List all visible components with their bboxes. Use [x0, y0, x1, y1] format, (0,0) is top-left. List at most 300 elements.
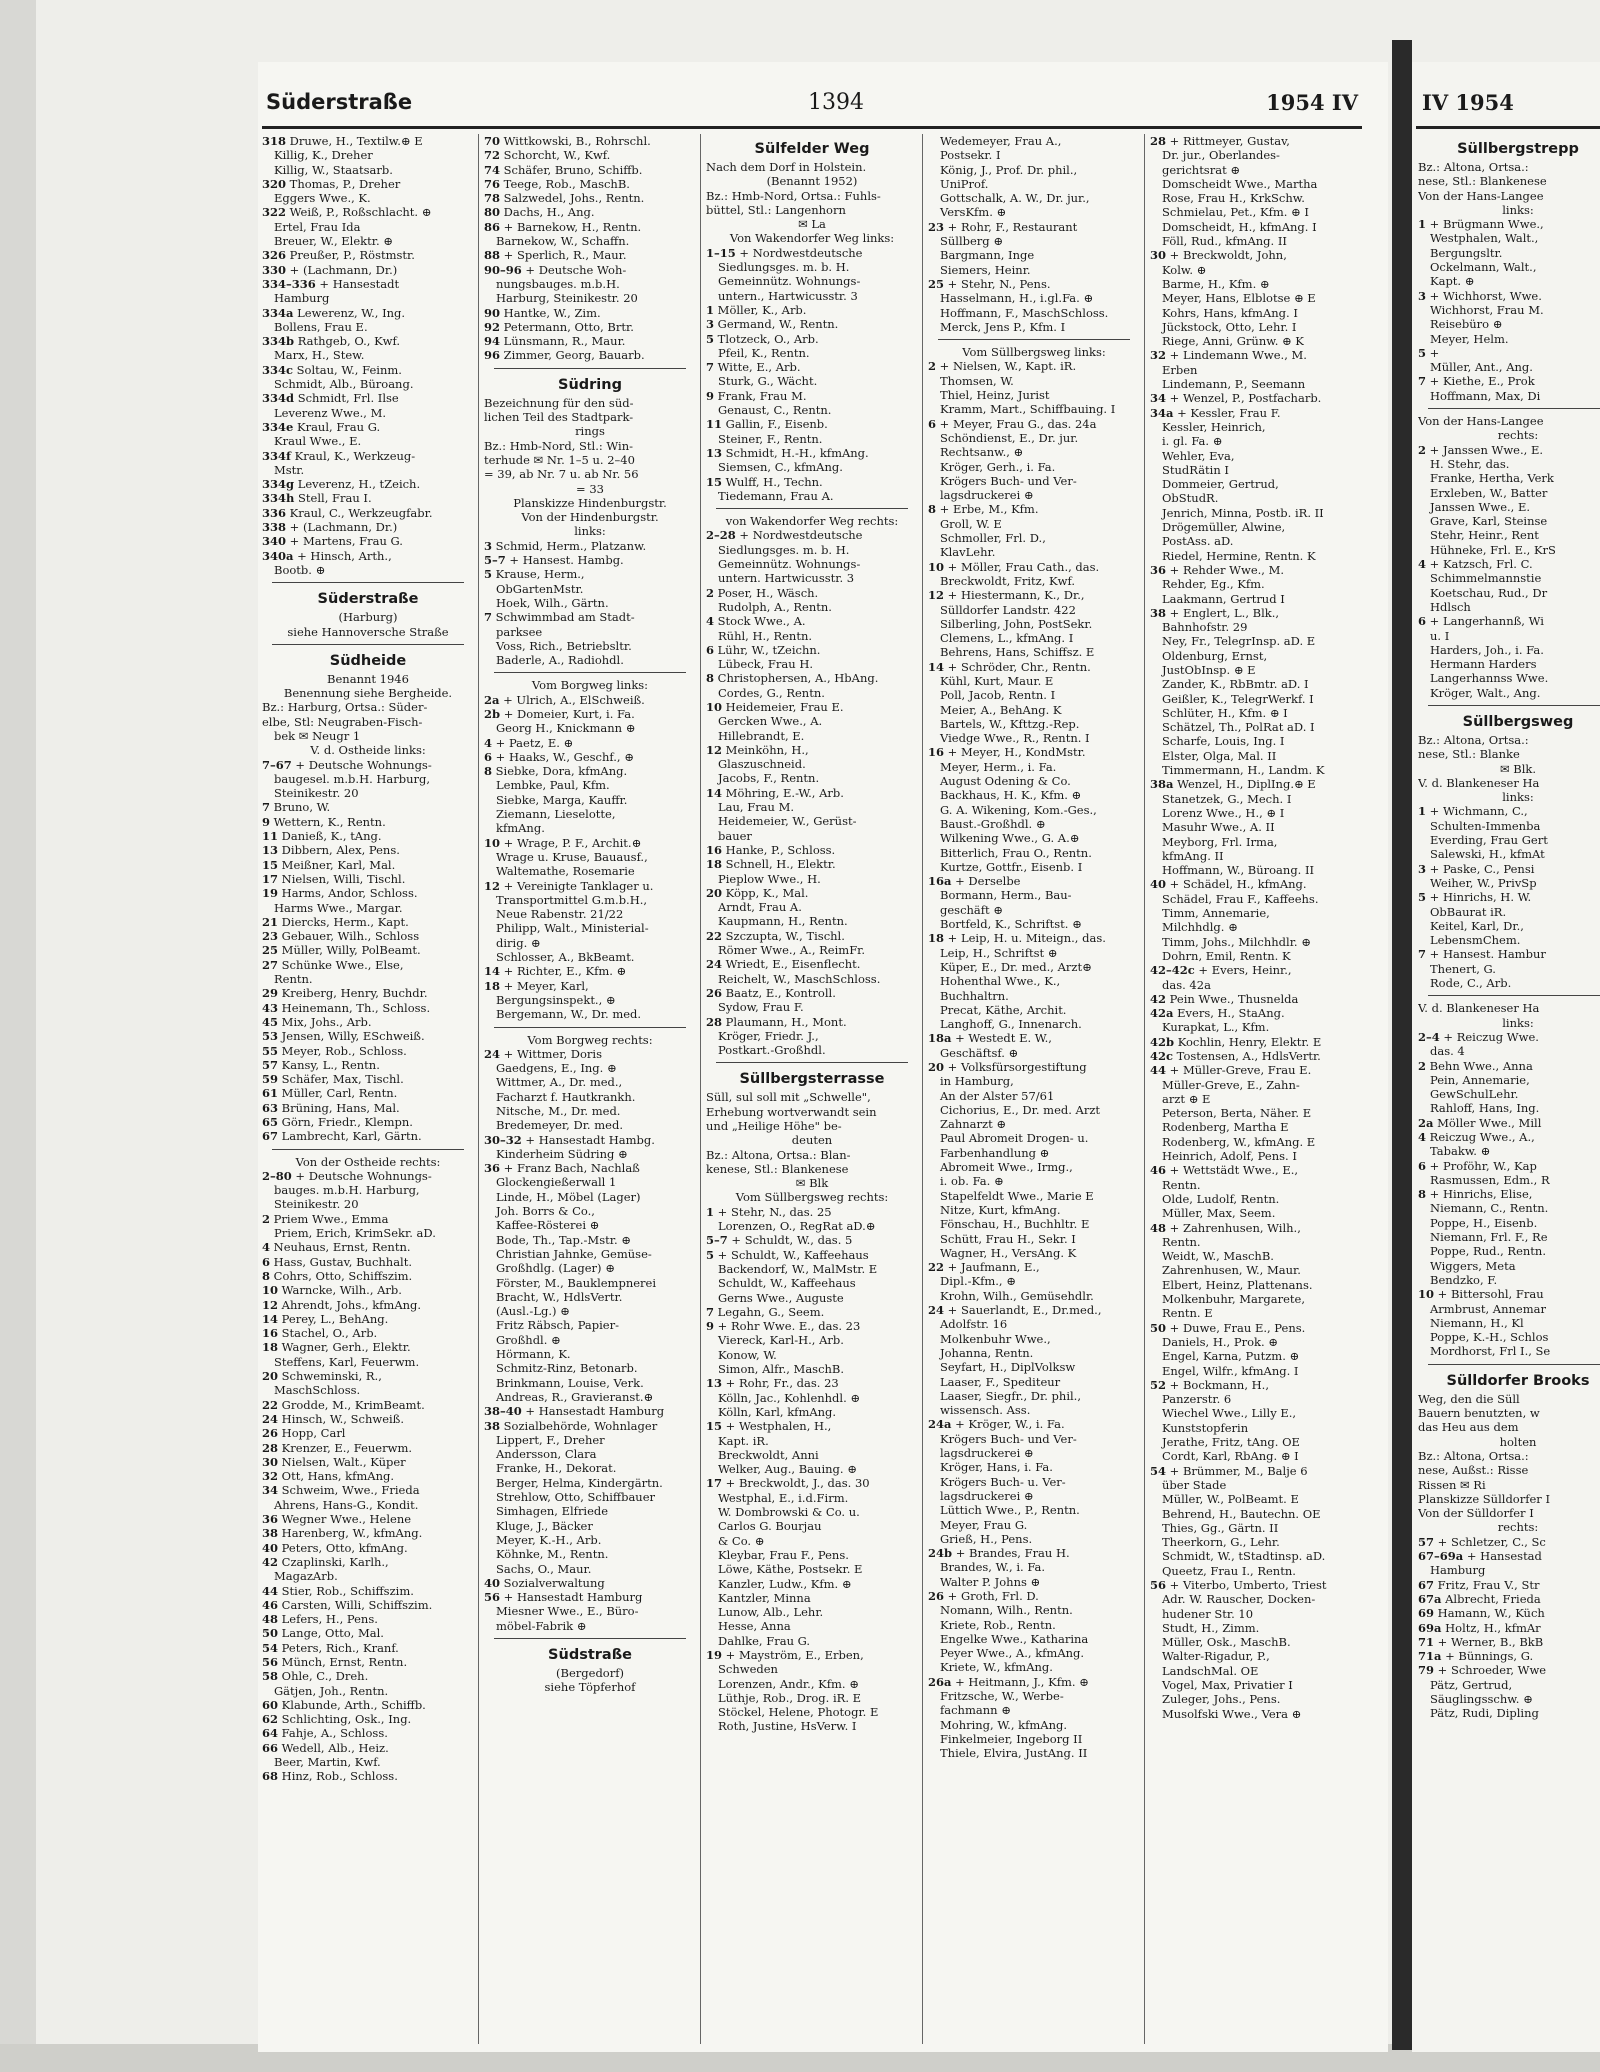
- resident-line: bauer: [718, 828, 752, 843]
- section-note: ✉ Blk: [795, 1176, 829, 1191]
- house-entry: [1150, 1321, 1362, 1335]
- house-number: 76: [484, 176, 501, 191]
- resident-line: Miesner Wwe., E., Büro-: [496, 1604, 639, 1619]
- street-heading: Süllbergstrepp: [1457, 141, 1579, 157]
- resident-text: Wulff, H., Techn.: [722, 474, 823, 489]
- resident-text: Cohrs, Otto, Schiffszim.: [270, 1268, 413, 1283]
- house-entry: [928, 1675, 1140, 1689]
- house-number: 78: [484, 191, 501, 206]
- resident-line: dirig. ⊕: [496, 935, 541, 950]
- resident-line: Pätz, Rudi, Dipling: [1430, 1706, 1539, 1721]
- house-entry: [262, 1426, 474, 1440]
- resident-line: Wilkening Wwe., G. A.⊕: [940, 831, 1080, 846]
- house-entry: [484, 306, 696, 320]
- resident-line: Facharzt f. Hautkrankh.: [496, 1089, 636, 1104]
- resident-text: + Schroeder, Wwe: [1434, 1663, 1547, 1678]
- resident-line: UniProf.: [940, 176, 989, 191]
- resident-text: Plaumann, H., Mont.: [722, 1014, 847, 1029]
- resident-line: Arndt, Frau A.: [718, 900, 802, 915]
- resident-line: Nach dem Dorf in Holstein.: [706, 160, 867, 174]
- resident-line: Dipl.-Kfm., ⊕: [940, 1274, 1016, 1289]
- resident-line: Kohrs, Hans, kfmAng. I: [1162, 305, 1298, 320]
- house-entry: [1418, 1059, 1600, 1073]
- house-entry: [928, 931, 1140, 945]
- resident-line: Transportmittel G.m.b.H.,: [496, 892, 648, 907]
- resident-line: Müller-Greve, E., Zahn-: [1162, 1077, 1300, 1092]
- resident-line: Gaedgens, E., Ing. ⊕: [496, 1061, 617, 1076]
- house-number: 6: [1418, 614, 1427, 629]
- house-entry: [262, 506, 474, 520]
- resident-line: Schmoller, Frl. D.,: [940, 531, 1046, 546]
- resident-text: + Leip, H. u. Miteign., das.: [944, 931, 1106, 946]
- house-number: 334a: [262, 305, 294, 320]
- house-number: 42b: [1150, 1034, 1175, 1049]
- house-number: 71: [1418, 1634, 1435, 1649]
- resident-line: Kramm, Mart., Schiffbauing. I: [940, 402, 1116, 417]
- resident-line: Cichorius, E., Dr. med. Arzt: [940, 1102, 1101, 1117]
- resident-line: Wiechel Wwe., Lilly E.,: [1162, 1406, 1297, 1421]
- resident-line: Krögers Buch- u. Ver-: [940, 1474, 1066, 1489]
- resident-line: Kinderheim Südring ⊕: [496, 1146, 628, 1161]
- resident-line: terhude ✉ Nr. 1–5 u. 2–40: [484, 452, 635, 467]
- resident-text: + Nielsen, W., Kapt. iR.: [936, 359, 1077, 374]
- resident-text: Hass, Gustav, Buchhalt.: [270, 1254, 413, 1269]
- resident-text: + Breckwoldt, J., das. 30: [722, 1476, 870, 1491]
- resident-line: Laaser, F., Spediteur: [940, 1374, 1061, 1389]
- resident-text: Szczupta, W., Tischl.: [722, 928, 845, 943]
- resident-text: + Bünnings, G.: [1441, 1649, 1534, 1664]
- resident-text: + Kessler, Frau F.: [1173, 405, 1281, 420]
- resident-text: Stock Wwe., A.: [714, 614, 806, 629]
- house-entry: [706, 1233, 918, 1247]
- house-entry: [262, 520, 474, 534]
- resident-line: Bergemann, W., Dr. med.: [496, 1007, 642, 1022]
- house-entry: [484, 1590, 696, 1604]
- resident-line: Rissen ✉ Ri: [1418, 1477, 1486, 1492]
- house-entry: [262, 1326, 474, 1340]
- street-heading: Südring: [558, 376, 622, 393]
- house-number: 15: [262, 857, 279, 872]
- resident-line: Stapelfeldt Wwe., Marie E: [940, 1188, 1094, 1203]
- resident-line: Niemann, C., Rentn.: [1430, 1201, 1549, 1216]
- house-number: 1: [1418, 804, 1427, 819]
- resident-text: + Sperlich, R., Maur.: [500, 248, 627, 263]
- house-entry: [262, 800, 474, 814]
- house-number: 69: [1418, 1606, 1435, 1621]
- resident-text: Meißner, Karl, Mal.: [278, 857, 396, 872]
- resident-line: Bahnhofstr. 29: [1162, 620, 1248, 635]
- resident-line: Meyborg, Frl. Irma,: [1162, 834, 1278, 849]
- resident-line: Simon, Alfr., MaschB.: [718, 1362, 845, 1377]
- resident-text: Holtz, H., kfmAr: [1441, 1620, 1541, 1635]
- resident-line: Süll, sul soll mit „Schwelle",: [706, 1090, 871, 1105]
- resident-line: Steiner, F., Rentn.: [718, 431, 823, 446]
- house-number: 67: [1418, 1577, 1435, 1592]
- resident-line: Kölln, Jac., Kohlenhdl. ⊕: [718, 1390, 861, 1405]
- house-number: 2b: [484, 706, 501, 721]
- resident-text: Albrecht, Frieda: [1441, 1591, 1541, 1606]
- resident-line: Vogel, Max, Privatier I: [1162, 1678, 1293, 1693]
- house-number: 2–80: [262, 1168, 292, 1183]
- resident-text: Wagner, Gerh., Elektr.: [278, 1340, 411, 1355]
- resident-text: Schmidt, H.-H., kfmAng.: [722, 445, 869, 460]
- resident-text: Harenberg, W., kfmAng.: [278, 1526, 423, 1541]
- resident-text: Hamann, W., Küch: [1434, 1606, 1545, 1621]
- resident-line: Thiel, Heinz, Jurist: [940, 388, 1050, 403]
- house-number: 66: [262, 1740, 279, 1755]
- house-entry: [1150, 248, 1362, 262]
- resident-line: bek ✉ Neugr 1: [274, 728, 361, 743]
- house-entry: [262, 1626, 474, 1640]
- house-entry: [706, 1015, 918, 1029]
- column-divider: [700, 134, 701, 2044]
- house-entry: [262, 1712, 474, 1726]
- resident-line: Siemers, Heinr.: [940, 262, 1031, 277]
- resident-text: + Schuldt, W., Kaffeehaus: [714, 1247, 869, 1262]
- house-number: 318: [262, 134, 287, 148]
- resident-line: Lunow, Alb., Lehr.: [718, 1605, 824, 1620]
- section-rule: [1428, 1364, 1600, 1365]
- resident-line: Kantzler, Minna: [718, 1590, 811, 1605]
- house-number: 22: [928, 1260, 945, 1275]
- resident-line: parksee: [496, 624, 543, 639]
- house-entry: [484, 879, 696, 893]
- resident-line: Kurtze, Gottfr., Eisenb. I: [940, 859, 1083, 874]
- resident-text: + Domeier, Kurt, i. Fa.: [500, 706, 635, 721]
- resident-line: Steinikestr. 20: [274, 786, 359, 801]
- resident-line: Schöndienst, E., Dr. jur.: [940, 430, 1079, 445]
- resident-text: Reiczug Wwe., A.,: [1426, 1130, 1535, 1144]
- house-number: 30: [262, 1454, 279, 1469]
- resident-line: Kröger, Hans, i. Fa.: [940, 1460, 1053, 1475]
- resident-text: Schwimmbad am Stadt-: [492, 610, 635, 625]
- resident-line: Engelke Wwe., Katharina: [940, 1631, 1089, 1646]
- house-number: 334g: [262, 477, 295, 492]
- resident-text: + Hansest. Hambg.: [505, 553, 624, 568]
- resident-line: Rentn.: [1162, 1234, 1201, 1249]
- house-number: 334c: [262, 362, 294, 377]
- resident-line: Schlosser, A., BkBeamt.: [496, 950, 635, 965]
- resident-line: Silberling, John, PostSekr.: [940, 616, 1093, 631]
- house-number: 24: [484, 1046, 501, 1061]
- resident-text: Kraul, Frau G.: [293, 419, 381, 434]
- resident-text: Meyer, Rob., Schloss.: [278, 1043, 407, 1058]
- next-page-fragment: [1412, 62, 1600, 2052]
- house-entry: [706, 1305, 918, 1319]
- resident-line: W. Dombrowski & Co. u.: [718, 1505, 860, 1520]
- resident-text: Hinsch, W., Schweiß.: [278, 1411, 405, 1426]
- resident-line: Stöckel, Helene, Photogr. E: [718, 1705, 879, 1720]
- house-number: 340: [262, 534, 287, 549]
- resident-line: Meyer, K.-H., Arb.: [496, 1532, 602, 1547]
- house-entry: [262, 815, 474, 829]
- resident-line: Barnekow, W., Schaffn.: [496, 234, 630, 249]
- resident-line: Linde, H., Möbel (Lager): [496, 1189, 641, 1204]
- resident-line: Weg, den die Süll: [1418, 1391, 1520, 1406]
- resident-line: Heidemeier, W., Gerüst-: [718, 814, 857, 829]
- header-rule: [262, 126, 1362, 129]
- resident-line: Bredemeyer, Dr. med.: [496, 1118, 623, 1133]
- resident-text: + Rehder Wwe., M.: [1166, 562, 1285, 577]
- house-entry: [262, 1129, 474, 1143]
- resident-line: lagsdruckerei ⊕: [940, 1446, 1034, 1461]
- house-number: 59: [262, 1072, 279, 1087]
- house-entry: [262, 1269, 474, 1283]
- house-number: 7: [484, 610, 493, 625]
- house-entry: [262, 1029, 474, 1043]
- resident-text: + Richter, E., Kfm. ⊕: [500, 964, 627, 979]
- house-entry: [262, 248, 474, 262]
- resident-text: Dachs, H., Ang.: [500, 205, 595, 220]
- resident-text: Zimmer, Georg, Bauarb.: [500, 348, 645, 363]
- house-number: 63: [262, 1100, 279, 1115]
- house-entry: [262, 1598, 474, 1612]
- house-entry: [262, 306, 474, 320]
- resident-line: Bootb. ⊕: [274, 562, 326, 577]
- house-entry: [262, 1612, 474, 1626]
- resident-line: Weidt, W., MaschB.: [1162, 1249, 1274, 1264]
- resident-line: Zahrenhusen, W., Maur.: [1162, 1263, 1301, 1278]
- resident-line: Bezeichnung für den süd-: [484, 395, 634, 410]
- house-entry: [1150, 134, 1362, 148]
- house-entry: [262, 391, 474, 405]
- house-entry: [706, 671, 918, 685]
- resident-text: + Katzsch, Frl. C.: [1426, 557, 1533, 572]
- house-entry: [262, 1369, 474, 1383]
- section-note: links:: [1502, 790, 1534, 805]
- resident-text: Fahje, A., Schloss.: [278, 1726, 388, 1741]
- house-number: 53: [262, 1029, 279, 1044]
- resident-line: Ahrens, Hans-G., Kondit.: [274, 1497, 419, 1512]
- resident-line: Keitel, Karl, Dr.,: [1430, 918, 1524, 933]
- resident-text: + Kröger, W., i. Fa.: [951, 1417, 1065, 1432]
- resident-line: Rentn. E: [1162, 1306, 1213, 1321]
- resident-line: Brinkmann, Louise, Verk.: [496, 1375, 644, 1390]
- house-entry: [1150, 1464, 1362, 1478]
- resident-text: + Haaks, W., Geschf., ⊕: [492, 749, 634, 764]
- house-entry: [262, 1441, 474, 1455]
- house-entry: [262, 858, 474, 872]
- resident-line: Poll, Jacob, Rentn. I: [940, 688, 1056, 703]
- resident-line: das. 4: [1430, 1044, 1465, 1059]
- house-number: 23: [262, 929, 279, 944]
- resident-text: Kreiberg, Henry, Buchdr.: [278, 986, 428, 1001]
- resident-line: Meyer, Helm.: [1430, 331, 1509, 346]
- house-entry: [484, 1419, 696, 1433]
- resident-line: Kurapkat, L., Kfm.: [1162, 1020, 1270, 1035]
- resident-line: Brandes, W., i. Fa.: [940, 1560, 1046, 1575]
- resident-line: wissensch. Ass.: [940, 1403, 1031, 1418]
- house-entry: [262, 534, 474, 548]
- resident-line: Timm, Annemarie,: [1162, 906, 1270, 921]
- house-entry: [1418, 1287, 1600, 1301]
- resident-line: Schmielau, Pet., Kfm. ⊕ I: [1162, 205, 1309, 220]
- resident-text: Stachel, O., Arb.: [278, 1326, 378, 1341]
- house-entry: [1150, 1063, 1362, 1077]
- house-number: 13: [262, 843, 279, 858]
- resident-text: + Rittmeyer, Gustav,: [1166, 134, 1290, 148]
- house-number: 45: [262, 1014, 279, 1029]
- resident-line: Welker, Aug., Bauing. ⊕: [718, 1462, 857, 1477]
- resident-line: Neue Rabenstr. 21/22: [496, 907, 624, 922]
- resident-text: Nielsen, Walt., Küper: [278, 1454, 406, 1469]
- house-number: 5: [706, 331, 715, 346]
- resident-line: Wehler, Eva,: [1162, 448, 1235, 463]
- resident-line: Krohn, Wilh., Gemüsehdlr.: [940, 1288, 1094, 1303]
- resident-text: Wedell, Alb., Heiz.: [278, 1740, 389, 1755]
- house-number: 24a: [928, 1417, 952, 1432]
- resident-line: Müller, W., PolBeamt. E: [1162, 1492, 1299, 1507]
- house-entry: [484, 191, 696, 205]
- resident-line: u. I: [1430, 628, 1450, 643]
- resident-line: Müller, Osk., MaschB.: [1162, 1635, 1291, 1650]
- house-entry: [928, 1546, 1140, 1560]
- resident-line: Bargmann, Inge: [940, 248, 1035, 263]
- column-divider: [922, 134, 923, 2044]
- house-number: 79: [1418, 1663, 1435, 1678]
- house-entry: [262, 1058, 474, 1072]
- resident-line: Pfeil, K., Rentn.: [718, 345, 810, 360]
- resident-line: Peyer Wwe., A., kfmAng.: [940, 1646, 1085, 1661]
- resident-text: + Duwe, Frau E., Pens.: [1166, 1320, 1306, 1335]
- house-entry: [262, 929, 474, 943]
- house-entry: [262, 843, 474, 857]
- resident-line: Rasmussen, Edm., R: [1430, 1172, 1550, 1187]
- resident-line: VersKfm. ⊕: [940, 205, 1007, 220]
- resident-line: Lindemann, P., Seemann: [1162, 377, 1306, 392]
- house-entry: [484, 539, 696, 553]
- resident-text: + Rohr Wwe. E., das. 23: [714, 1319, 861, 1334]
- house-entry: [1150, 1163, 1362, 1177]
- resident-text: Stell, Frau I.: [294, 491, 372, 506]
- resident-line: Bitterlich, Frau O., Rentn.: [940, 845, 1092, 860]
- house-number: 61: [262, 1086, 279, 1101]
- house-entry: [1418, 862, 1600, 876]
- resident-line: Leip, H., Schriftst ⊕: [940, 945, 1058, 960]
- house-entry: [706, 886, 918, 900]
- resident-text: Tostensen, A., HdlsVertr.: [1173, 1049, 1321, 1063]
- resident-line: Stehr, Heinr., Rent: [1430, 528, 1539, 543]
- resident-line: Westphal, E., i.d.Firm.: [718, 1490, 849, 1505]
- house-entry: [262, 363, 474, 377]
- house-number: 9: [262, 814, 271, 829]
- resident-line: Genaust, C., Rentn.: [718, 403, 832, 418]
- house-entry: [262, 1255, 474, 1269]
- resident-text: Ohle, C., Dreh.: [278, 1669, 369, 1684]
- section-note: rechts:: [1497, 428, 1539, 443]
- resident-line: Glockengießerwall 1: [496, 1175, 617, 1190]
- resident-line: PostAss. aD.: [1162, 534, 1234, 549]
- resident-text: Grodde, M., KrimBeamt.: [278, 1397, 425, 1412]
- resident-line: Lembke, Paul, Kfm.: [496, 778, 610, 793]
- section-rule: [716, 1062, 908, 1063]
- house-entry: [484, 1404, 696, 1418]
- resident-line: Heinrich, Adolf, Pens. I: [1162, 1149, 1297, 1164]
- resident-text: Legahn, G., Seem.: [714, 1304, 825, 1319]
- house-number: 34: [262, 1483, 279, 1498]
- resident-line: Backhaus, H. K., Kfm. ⊕: [940, 788, 1082, 803]
- house-entry: [262, 1769, 474, 1783]
- section-note: Vom Süllbergsweg rechts:: [735, 1190, 889, 1205]
- house-entry: [262, 1312, 474, 1326]
- section-note: Von der Ostheide rechts:: [295, 1154, 441, 1169]
- house-number: 13: [706, 1376, 723, 1391]
- resident-line: Berger, Helma, Kindergärtn.: [496, 1475, 663, 1490]
- resident-line: LandschMal. OE: [1162, 1663, 1259, 1678]
- resident-line: Rentn.: [274, 972, 313, 987]
- resident-text: + Hinrichs, Elise,: [1426, 1187, 1533, 1202]
- house-entry: [262, 1240, 474, 1254]
- house-number: 19: [706, 1647, 723, 1662]
- resident-line: Priem, Erich, KrimSekr. aD.: [274, 1226, 436, 1241]
- resident-text: Kansy, L., Rentn.: [278, 1057, 380, 1072]
- section-note: Vom Süllbergsweg links:: [962, 345, 1106, 360]
- resident-line: Everding, Frau Gert: [1430, 833, 1548, 848]
- house-number: 22: [262, 1397, 279, 1412]
- resident-line: Erben: [1162, 362, 1198, 377]
- house-number: 69a: [1418, 1620, 1442, 1635]
- resident-text: Schäfer, Bruno, Schiffb.: [500, 162, 643, 177]
- house-entry: [262, 1698, 474, 1712]
- resident-text: + Bittersohl, Frau: [1434, 1287, 1544, 1302]
- section-note: deuten: [791, 1133, 833, 1148]
- house-number: 72: [484, 148, 501, 163]
- resident-line: Kaupmann, H., Rentn.: [718, 914, 848, 929]
- house-number: 25: [928, 276, 945, 291]
- house-number: 60: [262, 1697, 279, 1712]
- resident-line: Mohring, W., kfmAng.: [940, 1717, 1067, 1732]
- resident-text: + Nordwestdeutsche: [735, 245, 863, 260]
- house-number: 2: [262, 1211, 271, 1226]
- house-number: 3: [1418, 288, 1427, 303]
- resident-text: Möller, K., Arb.: [714, 302, 807, 317]
- section-note: V. d. Ostheide links:: [310, 743, 426, 758]
- resident-text: Lefers, H., Pens.: [278, 1612, 378, 1627]
- resident-line: Krögers Buch- und Ver-: [940, 473, 1077, 488]
- house-number: 334h: [262, 491, 295, 506]
- resident-line: Hasselmann, H., i.gl.Fa. ⊕: [940, 291, 1094, 306]
- house-entry: [706, 1476, 918, 1490]
- resident-text: + Vereinigte Tanklager u.: [500, 878, 654, 893]
- resident-text: Christophersen, A., HbAng.: [714, 671, 879, 686]
- resident-line: Kriete, Rob., Rentn.: [940, 1617, 1056, 1632]
- house-entry: [262, 134, 474, 148]
- resident-text: + Deutsche Woh-: [521, 262, 627, 277]
- resident-line: Hoffmann, W., Büroang. II: [1162, 863, 1315, 878]
- next-page-header-rule: [1416, 126, 1600, 129]
- resident-line: untern. Hartwicusstr. 3: [718, 571, 855, 586]
- resident-line: Löwe, Käthe, Postsekr. E: [718, 1562, 863, 1577]
- resident-line: kfmAng. II: [1162, 848, 1224, 863]
- resident-text: + Brügmann Wwe.,: [1426, 217, 1544, 232]
- resident-line: KlavLehr.: [940, 545, 996, 560]
- house-entry: [706, 446, 918, 460]
- resident-line: Wrage u. Kruse, Bauausf.,: [496, 849, 648, 864]
- house-entry: [706, 700, 918, 714]
- house-entry: [1418, 1549, 1600, 1563]
- house-number: 16a: [928, 874, 952, 889]
- resident-text: Carsten, Willi, Schiffszim.: [278, 1597, 433, 1612]
- house-entry: [928, 874, 1140, 888]
- house-entry: [262, 1584, 474, 1598]
- resident-line: Ney, Fr., TelegrInsp. aD. E: [1162, 634, 1316, 649]
- resident-line: Sydow, Frau F.: [718, 1000, 804, 1015]
- resident-text: Krenzer, E., Feuerwm.: [278, 1440, 413, 1455]
- house-number: 7: [706, 360, 715, 375]
- resident-text: + Rohr, F., Restaurant: [944, 219, 1078, 234]
- resident-text: + Hansest. Hambur: [1426, 947, 1546, 962]
- house-entry: [706, 986, 918, 1000]
